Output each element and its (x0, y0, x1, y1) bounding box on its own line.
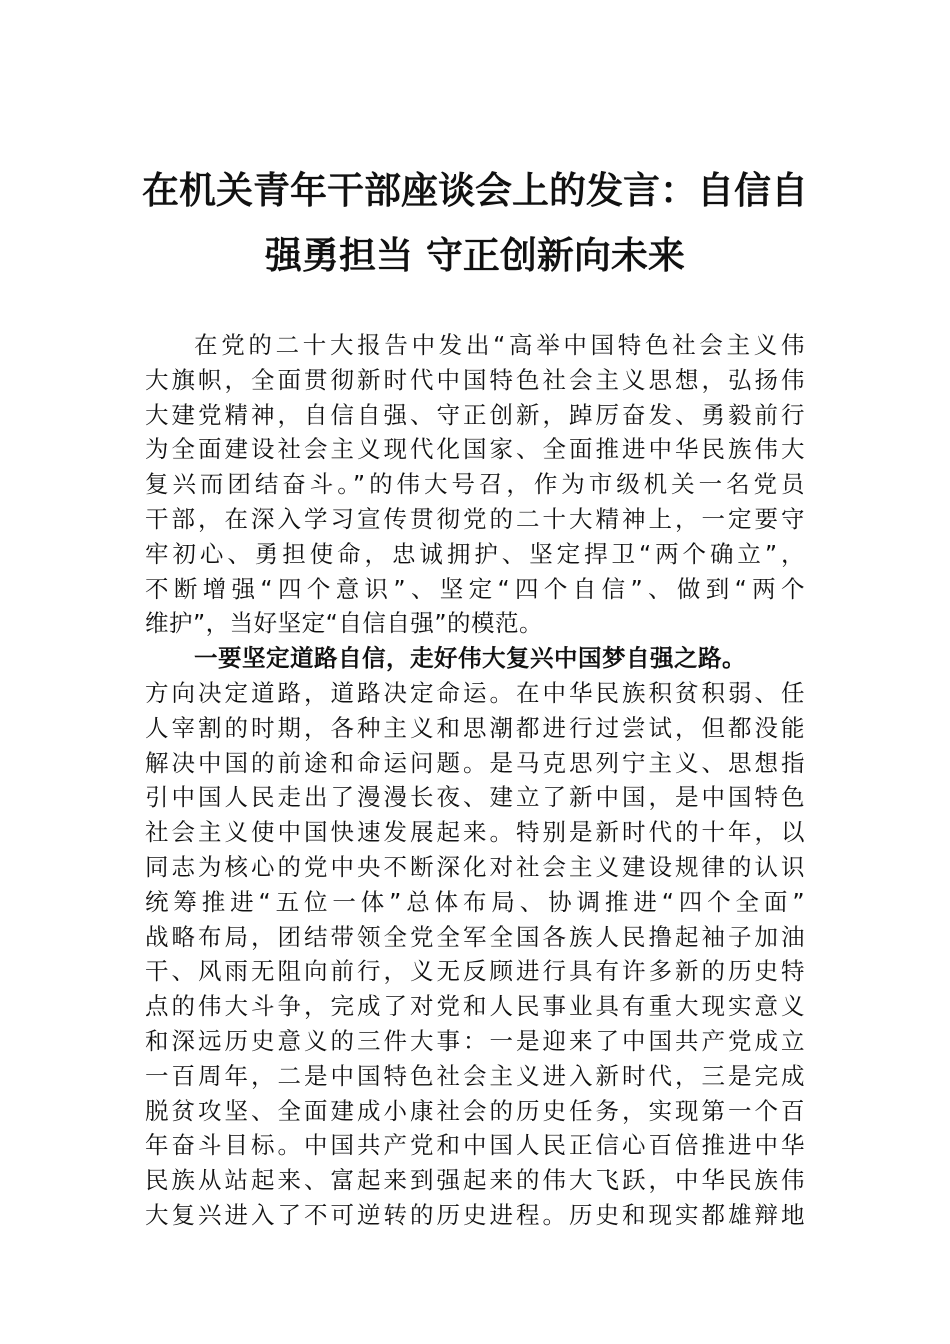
paragraph-line: 同志为核心的党中央不断深化对社会主义建设规律的认识 (145, 853, 805, 881)
paragraph-line: 战略布局，团结带领全党全军全国各族人民撸起袖子加油 (145, 922, 805, 951)
paragraph-line: 干部，在深入学习宣传贯彻党的二十大精神上，一定要守 (145, 505, 805, 533)
paragraph-line: 大复兴进入了不可逆转的历史进程。历史和现实都雄辩地 (145, 1201, 805, 1229)
paragraph-line: 大旗帜，全面贯彻新时代中国特色社会主义思想，弘扬伟 (145, 365, 805, 394)
paragraph-line: 一百周年，二是中国特色社会主义进入新时代，三是完成 (145, 1061, 805, 1090)
paragraph-line: 民族从站起来、富起来到强起来的伟大飞跃，中华民族伟 (145, 1166, 805, 1195)
paragraph-line: 不断增强“四个意识”、坚定“四个自信”、做到“两个 (145, 574, 805, 603)
paragraph-line: 人宰割的时期，各种主义和思潮都进行过尝试，但都没能 (145, 713, 805, 742)
paragraph-line: 大建党精神，自信自强、守正创新，踔厉奋发、勇毅前行 (145, 400, 805, 429)
paragraph-line: 在党的二十大报告中发出“高举中国特色社会主义伟 (194, 331, 805, 359)
paragraph-line: 脱贫攻坚、全面建成小康社会的历史任务，实现第一个百 (145, 1096, 805, 1125)
paragraph-line: 年奋斗目标。中国共产党和中国人民正信心百倍推进中华 (145, 1131, 805, 1160)
document-title-line-1: 在机关青年干部座谈会上的发言：自信自 (142, 168, 808, 212)
paragraph-line: 社会主义使中国快速发展起来。特别是新时代的十年，以 (145, 818, 805, 847)
paragraph-line: 点的伟大斗争，完成了对党和人民事业具有重大现实意义 (145, 992, 805, 1021)
paragraph-line: 和深远历史意义的三件大事：一是迎来了中国共产党成立 (145, 1027, 805, 1055)
paragraph-line: 引中国人民走出了漫漫长夜、建立了新中国，是中国特色 (145, 783, 805, 812)
paragraph-line: 统筹推进“五位一体”总体布局、协调推进“四个全面” (145, 887, 805, 916)
section-heading-line: 一要坚定道路自信，走好伟大复兴中国梦自强之路。 (194, 644, 746, 673)
paragraph-line: 解决中国的前途和命运问题。是马克思列宁主义、思想指 (145, 748, 805, 777)
paragraph-line: 方向决定道路，道路决定命运。在中华民族积贫积弱、任 (145, 679, 805, 707)
document-title-line-2: 强勇担当 守正创新向未来 (265, 233, 685, 277)
paragraph-line: 干、风雨无阻向前行，义无反顾进行具有许多新的历史特 (145, 957, 805, 986)
paragraph-line: 维护”，当好坚定“自信自强”的模范。 (145, 609, 544, 638)
paragraph-line: 牢初心、勇担使命，忠诚拥护、坚定捍卫“两个确立”， (145, 539, 805, 568)
paragraph-line: 为全面建设社会主义现代化国家、全面推进中华民族伟大 (145, 435, 805, 464)
paragraph-line: 复兴而团结奋斗。”的伟大号召，作为市级机关一名党员 (145, 470, 805, 499)
